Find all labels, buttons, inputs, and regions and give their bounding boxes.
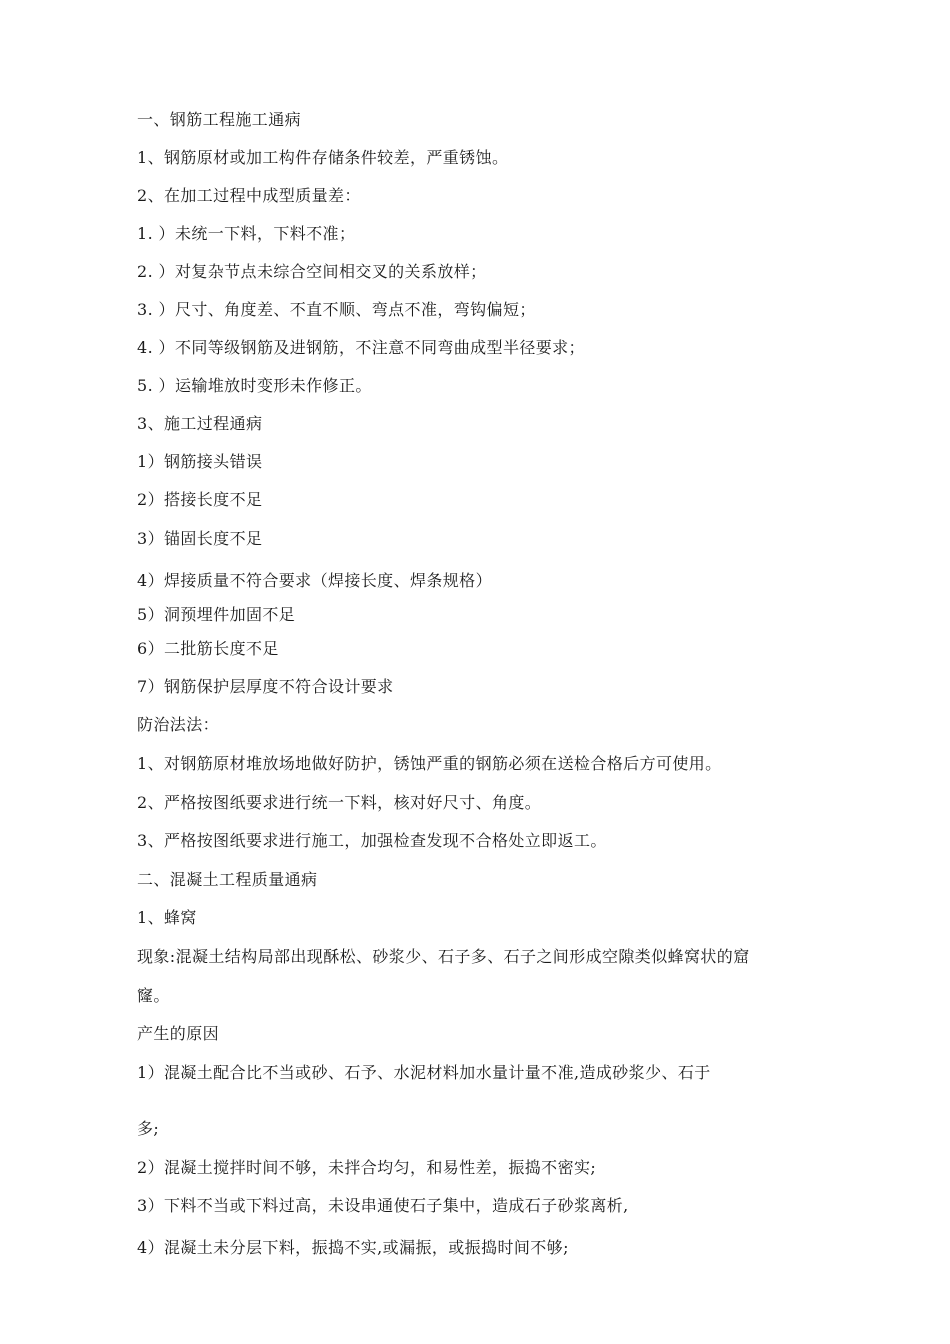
text-line: 现象:混凝土结构局部出现酥松、砂浆少、石子多、石子之间形成空隙类似蜂窝状的窟 <box>137 947 750 966</box>
list-item: 3）锚固长度不足 <box>137 529 263 548</box>
list-item: 5）洞预埋件加固不足 <box>137 605 296 624</box>
list-item: 1. ）未统一下料，下料不准； <box>137 224 356 243</box>
subheading: 1、蜂窝 <box>137 908 197 927</box>
list-item: 4）焊接质量不符合要求（焊接长度、焊条规格） <box>137 571 492 590</box>
text-line: 窿。 <box>137 986 170 1005</box>
list-item: 3）下料不当或下料过高，未设串通使石子集中，造成石子砂浆离析, <box>137 1196 629 1215</box>
subheading: 产生的原因 <box>137 1024 220 1043</box>
text-line: 1、钢筋原材或加工构件存储条件较差，严重锈蚀。 <box>137 148 509 167</box>
list-item: 4. ）不同等级钢筋及进钢筋，不注意不同弯曲成型半径要求； <box>137 338 585 357</box>
text-line: 2、在加工过程中成型质量差： <box>137 186 361 205</box>
text-line: 1、对钢筋原材堆放场地做好防护，锈蚀严重的钢筋必须在送检合格后方可使用。 <box>137 754 722 773</box>
text-line: 多; <box>137 1119 160 1138</box>
list-item: 3. ）尺寸、角度差、不直不顺、弯点不准，弯钩偏短； <box>137 300 536 319</box>
list-item: 6）二批筋长度不足 <box>137 639 279 658</box>
list-item: 2）搭接长度不足 <box>137 490 263 509</box>
subheading: 3、施工过程通病 <box>137 414 263 433</box>
list-item: 2）混凝土搅拌时间不够，未拌合均匀，和易性差，振捣不密实; <box>137 1158 597 1177</box>
list-item: 2. ）对复杂节点未综合空间相交叉的关系放样； <box>137 262 487 281</box>
section-heading-concrete: 二、混凝土工程质量通病 <box>137 870 318 889</box>
list-item: 1）钢筋接头错误 <box>137 452 263 471</box>
list-item: 1）混凝土配合比不当或砂、石予、水泥材料加水量计量不准,造成砂浆少、石于 <box>137 1063 711 1082</box>
subheading: 防治法法： <box>137 715 220 734</box>
list-item: 5. ）运输堆放时变形未作修正。 <box>137 376 372 395</box>
text-line: 2、严格按图纸要求进行统一下料，核对好尺寸、角度。 <box>137 793 542 812</box>
list-item: 7）钢筋保护层厚度不符合设计要求 <box>137 677 394 696</box>
text-line: 3、严格按图纸要求进行施工，加强检查发现不合格处立即返工。 <box>137 831 607 850</box>
list-item: 4）混凝土未分层下料，振捣不实,或漏振，或振捣时间不够; <box>137 1238 569 1257</box>
section-heading-rebar: 一、钢筋工程施工通病 <box>137 110 302 129</box>
